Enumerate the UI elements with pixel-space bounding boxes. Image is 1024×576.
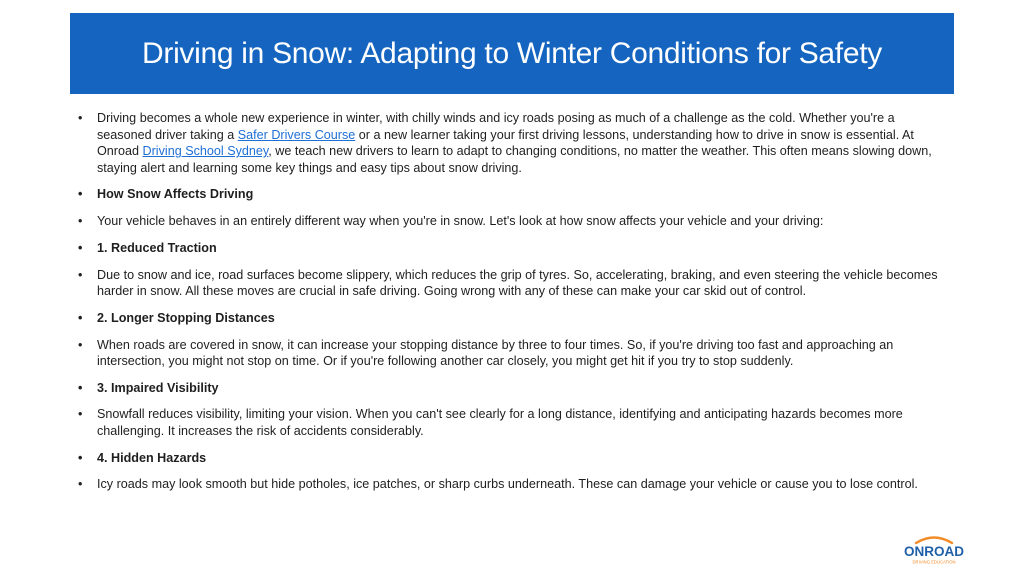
list-item: [78, 406, 950, 439]
slide-content: [78, 110, 950, 503]
bullet-icon: •: [78, 267, 83, 282]
list-item: [78, 213, 950, 230]
bullet-icon: •: [78, 337, 83, 352]
bullet-icon: •: [78, 187, 83, 202]
section-heading: 1. Reduced Traction: [97, 240, 217, 255]
body-text: Due to snow and ice, road surfaces become slippery, which reduces the grip of tyres. So, accelerating, braking, and even steering the vehicle becomes harder in snow. All these moves are crucial in safe driving. Going wrong with any of these can make your car skid out of control.: [97, 267, 938, 299]
body-text: Snowfall reduces visibility, limiting your vision. When you can't see clearly for a long distance, identifying and anticipating hazards becomes more challenging. It increases the risk of accidents considerably.: [97, 407, 903, 439]
bullet-icon: •: [78, 310, 83, 325]
list-item: [78, 240, 950, 257]
list-item: [78, 267, 950, 300]
list-item: [78, 310, 950, 327]
section-heading: 2. Longer Stopping Distances: [97, 310, 275, 325]
bullet-list: [78, 110, 950, 493]
section-heading: 4. Hidden Hazards: [97, 450, 207, 465]
body-text: Icy roads may look smooth but hide potholes, ice patches, or sharp curbs underneath. These can damage your vehicle or cause you to lose control.: [97, 477, 918, 492]
list-item: [78, 476, 950, 493]
bullet-icon: •: [78, 450, 83, 465]
safer-drivers-course-link[interactable]: Safer Drivers Course: [237, 127, 356, 142]
bullet-icon: •: [78, 240, 83, 255]
logo-arc-icon: [916, 538, 952, 544]
driving-school-sydney-link[interactable]: Driving School Sydney: [142, 144, 269, 159]
list-item: [78, 450, 950, 467]
list-item: [78, 337, 950, 370]
bullet-icon: •: [78, 477, 83, 492]
list-item: [78, 110, 950, 176]
bullet-icon: •: [78, 214, 83, 229]
body-text: When roads are covered in snow, it can increase your stopping distance by three to four times. So, if you're driving too fast and approaching an intersection, you might not stop on time. Or if you're following another car closely, you might get hit if you try to stop suddenly.: [97, 337, 894, 369]
title-banner: [70, 13, 954, 94]
logo-wordmark: ONROAD: [904, 544, 964, 559]
intro-text-1: Driving becomes a whole new experience in winter, with chilly winds and icy roads posing as much of a challenge as the cold. Whether you're a seasoned driver taking a: [97, 111, 895, 142]
list-item: [78, 380, 950, 397]
section-heading: 3. Impaired Visibility: [97, 380, 219, 395]
intro-text-3: , we teach new drivers to learn to adapt to changing conditions, no matter the weather. This often means slowing down, staying alert and learning some key things and easy tips about snow driving.: [97, 144, 932, 175]
logo-tagline: DRIVING EDUCATION: [912, 559, 956, 565]
bullet-icon: •: [78, 380, 83, 395]
page-title: Driving in Snow: Adapting to Winter Conditions for Safety: [142, 36, 882, 70]
bullet-icon: •: [78, 111, 83, 125]
body-text: Your vehicle behaves in an entirely different way when you're in snow. Let's look at how snow affects your vehicle and your driving:: [97, 214, 824, 229]
intro-text-2: or a new learner taking your first driving lessons, understanding how to drive in snow is essential. At Onroad: [97, 127, 914, 159]
onroad-logo: [896, 532, 972, 566]
list-item: [78, 186, 950, 203]
section-heading: How Snow Affects Driving: [97, 187, 254, 202]
bullet-icon: •: [78, 407, 83, 422]
